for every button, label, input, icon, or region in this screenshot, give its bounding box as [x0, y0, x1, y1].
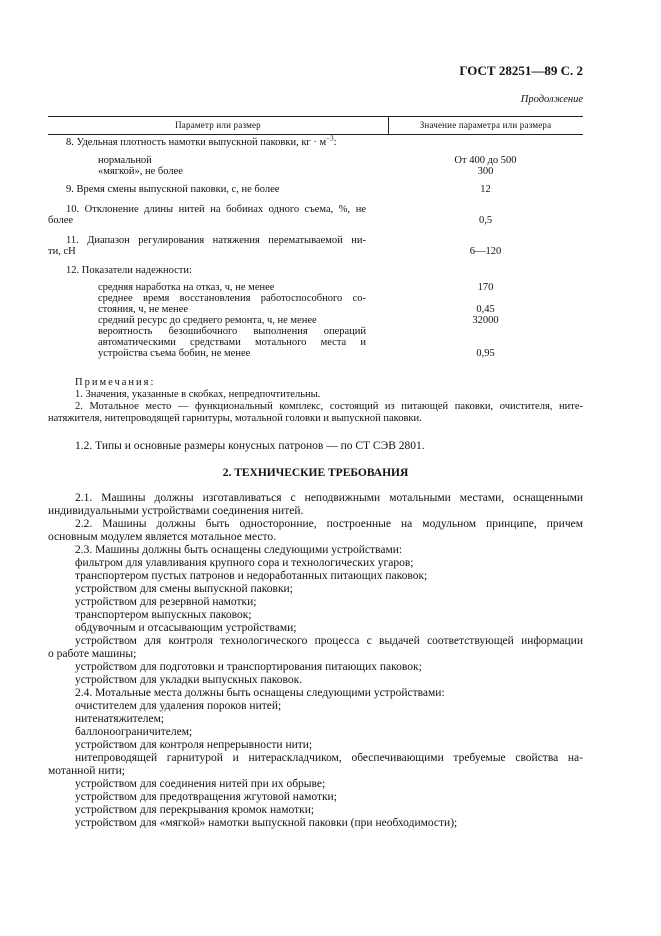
row-parameter: более	[48, 215, 74, 226]
row-value: 32000	[472, 315, 499, 326]
note-2-continued: натяжителя, нитепроводящей гарнитуры, мотальной головки и выпускной паковки.	[48, 413, 422, 424]
paragraph-1-2: 1.2. Типы и основные размеры конусных патронов — по СТ СЭВ 2801.	[75, 440, 425, 452]
row-value: 6—120	[469, 246, 502, 257]
note-2: 2. Мотальное место — функциональный комплекс, состоящий из питающей паковки, очистителя, ните-	[75, 401, 583, 412]
body-line: мотанной нити;	[48, 765, 125, 777]
row-value: 170	[477, 282, 494, 293]
row-value: 12	[480, 184, 491, 195]
row-parameter: 12. Показатели надежности:	[66, 265, 192, 276]
row-subparameter: устройства съема бобин, не менее	[98, 348, 251, 359]
body-line: транспортером выпускных паковок;	[75, 609, 252, 621]
body-line: 2.4. Мотальные места должны быть оснащены следующими устройствами:	[75, 687, 445, 699]
row-subparameter: средняя наработка на отказ, ч, не менее	[98, 282, 275, 293]
body-line: транспортером пустых патронов и недоработанных питающих паковок;	[75, 570, 428, 582]
body-line: нитепроводящей гарнитурой и нитераскладчиком, обеспечивающими требуемые свойства на-	[75, 752, 583, 764]
body-line: устройством для подготовки и транспортирования питающих паковок;	[75, 661, 422, 673]
body-line: фильтром для улавливания крупного сора и технологических угаров;	[75, 557, 414, 569]
body-line: устройством для укладки выпускных паковок.	[75, 674, 303, 686]
row-parameter: 8. Удельная плотность намотки выпускной паковки, кг · $м^{-3}$:	[66, 134, 337, 148]
row-value: От 400 до 500	[454, 155, 517, 166]
body-line: индивидуальными устройствами соединения нитей.	[48, 505, 304, 517]
body-line: о работе машины;	[48, 648, 137, 660]
row-value: 0,45	[476, 304, 495, 315]
row-parameter: 9. Время смены выпускной паковки, с, не более	[66, 184, 280, 195]
body-line: обдувочным и отсасывающим устройствами;	[75, 622, 297, 634]
body-line: 2.3. Машины должны быть оснащены следующими устройствами:	[75, 544, 403, 556]
body-text	[48, 492, 583, 830]
row-subparameter: «мягкой», не более	[98, 166, 183, 177]
body-line: устройством для предотвращения жгутовой намотки;	[75, 791, 337, 803]
body-line: баллоноограничителем;	[75, 726, 193, 738]
row-value: 0,95	[476, 348, 495, 359]
note-1: 1. Значения, указанные в скобках, непредпочтительны.	[75, 389, 321, 400]
row-subparameter: среднее время восстановления работоспособного со-	[98, 293, 366, 304]
row-parameter: 10. Отклонение длины нитей на бобинах одного съема, %, не	[66, 204, 366, 215]
notes-title: Примечания:	[75, 377, 156, 388]
row-subparameter: вероятность безошибочного выполнения операций	[98, 326, 366, 337]
body-line: устройством для «мягкой» намотки выпускной паковки (при необходимости);	[75, 817, 458, 829]
column-header-parameter: Параметр или размер	[175, 120, 261, 130]
body-line: устройством для соединения нитей при их обрыве;	[75, 778, 326, 790]
row-parameter: 11. Диапазон регулирования натяжения перематываемой ни-	[66, 235, 366, 246]
column-header-value: Значение параметра или размера	[419, 120, 552, 130]
row-parameter: ти, сН	[48, 246, 76, 257]
row-value: 300	[477, 166, 494, 177]
row-subparameter: автоматическими средствами мотального места и	[98, 337, 366, 348]
continuation-label: Продолжение	[520, 94, 583, 105]
row-subparameter: нормальной	[98, 155, 152, 166]
body-line: устройством для перекрывания кромок намотки;	[75, 804, 315, 816]
body-line: устройством для контроля непрерывности нити;	[75, 739, 313, 751]
parameters-table	[48, 116, 583, 359]
body-line: устройством для резервной намотки;	[75, 596, 257, 608]
body-line: устройством для контроля технологического процесса с выдачей соответствующей информации	[75, 635, 583, 647]
row-value: 0,5	[478, 215, 493, 226]
body-line: 2.2. Машины должны быть односторонние, построенные на модульном принципе, причем	[75, 518, 583, 530]
row-subparameter: средний ресурс до среднего ремонта, ч, не менее	[98, 315, 317, 326]
section-title: 2. ТЕХНИЧЕСКИЕ ТРЕБОВАНИЯ	[222, 467, 409, 479]
table-header	[48, 116, 583, 135]
row-subparameter: стояния, ч, не менее	[98, 304, 188, 315]
body-line: очистителем для удаления пороков нитей;	[75, 700, 282, 712]
notes-block	[48, 377, 583, 425]
body-line: основным модулем является мотальное место.	[48, 531, 276, 543]
body-line: 2.1. Машины должны изготавливаться с неподвижными мотальными местами, оснащенными	[75, 492, 583, 504]
document-header: ГОСТ 28251—89 С. 2	[459, 63, 583, 78]
body-line: устройством для смены выпускной паковки;	[75, 583, 293, 595]
body-line: нитенатяжителем;	[75, 713, 165, 725]
